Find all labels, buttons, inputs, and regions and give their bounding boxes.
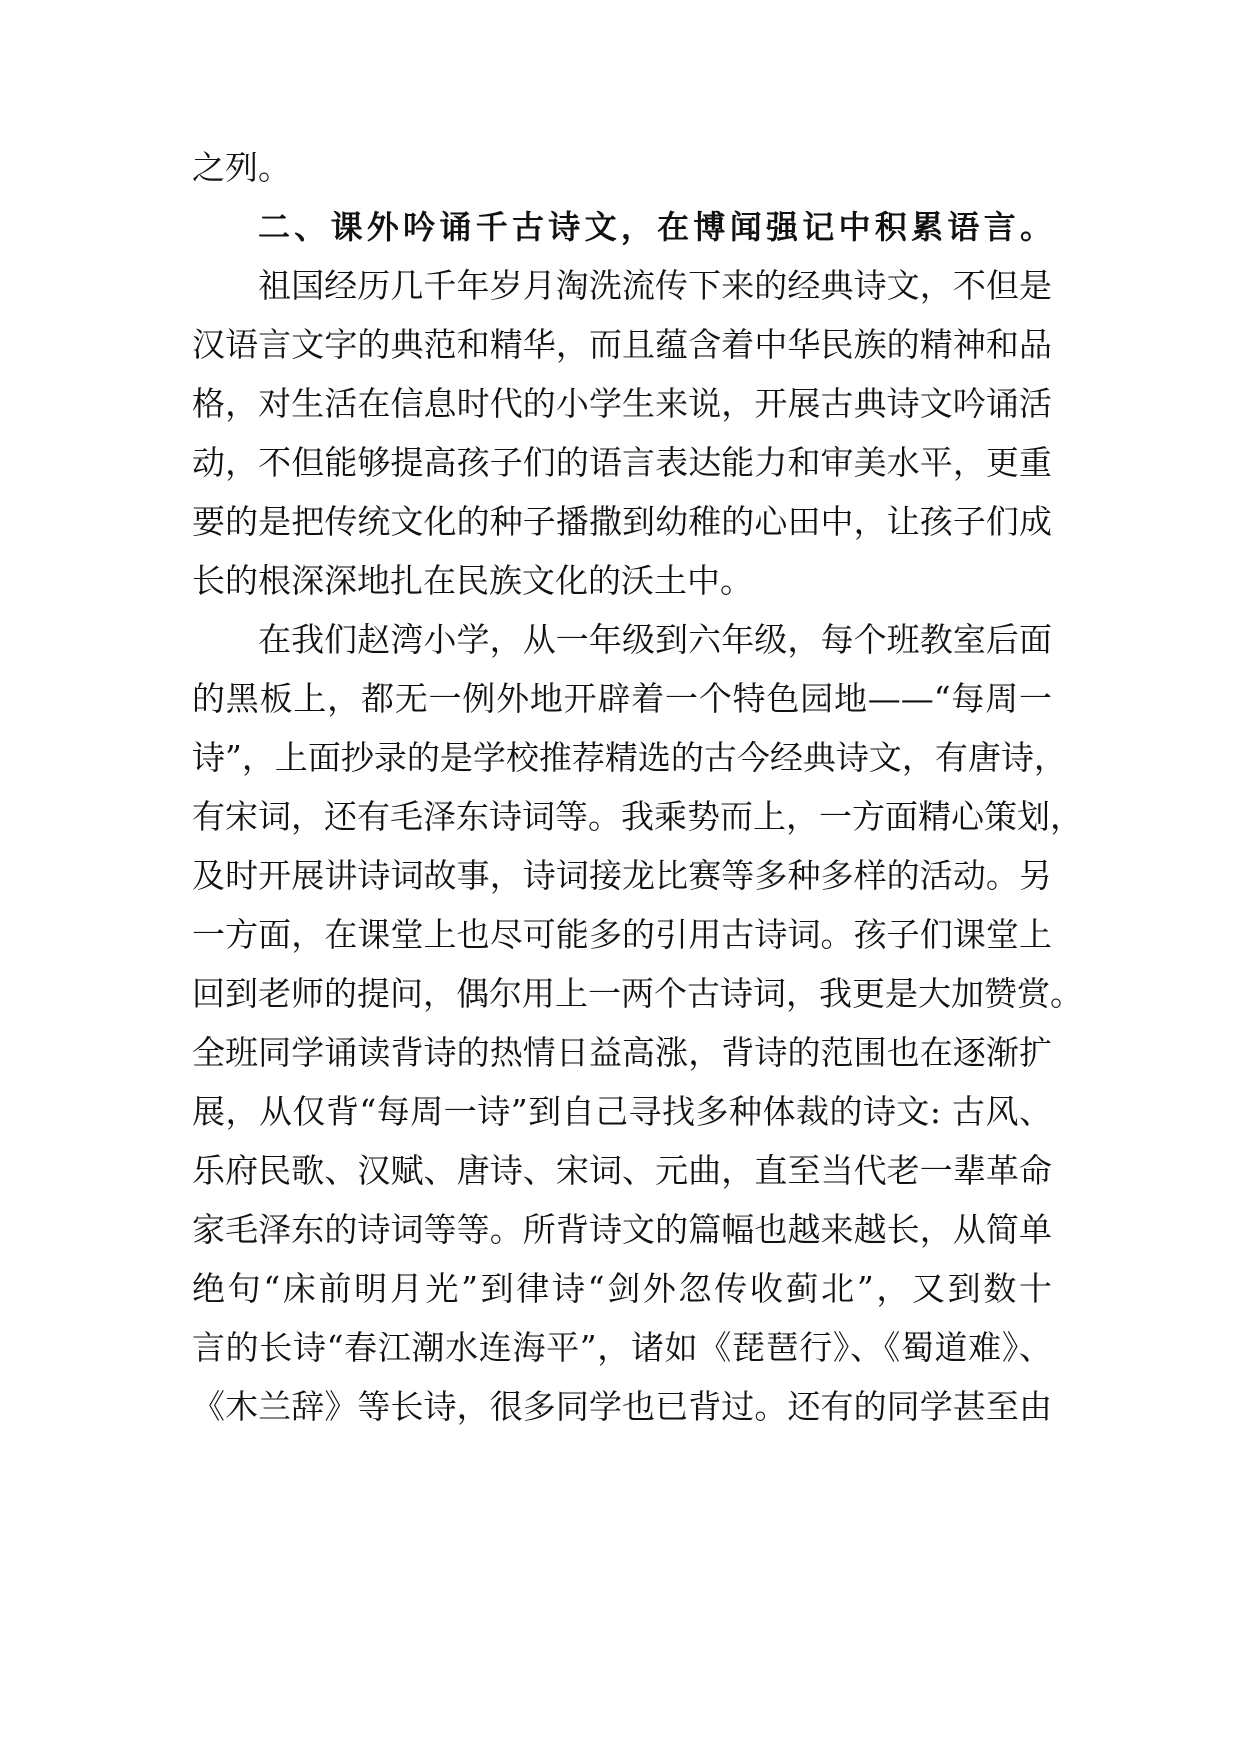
paragraph-1-line-2: 汉语言文字的典范和精华，而且蕴含着中华民族的精神和品 xyxy=(192,325,1052,364)
paragraph-2-line-8: 全班同学诵读背诗的热情日益高涨，背诗的范围也在逐渐扩 xyxy=(192,1033,1052,1072)
paragraph-2-line-1: 在我们赵湾小学，从一年级到六年级，每个班教室后面 xyxy=(258,620,1052,659)
paragraph-1-line-6: 长的根深深地扎在民族文化的沃土中。 xyxy=(192,561,753,600)
paragraph-2-line-6: 一方面，在课堂上也尽可能多的引用古诗词。孩子们课堂上 xyxy=(192,915,1052,954)
paragraph-2-line-12: 绝句“床前明月光”到律诗“剑外忽传收蓟北”，又到数十 xyxy=(192,1269,1052,1308)
paragraph-2-line-9: 展，从仅背“每周一诗”到自己寻找多种体裁的诗文: 古风、 xyxy=(192,1092,1052,1131)
section-heading: 二、课外吟诵千古诗文，在博闻强记中积累语言。 xyxy=(258,208,1052,246)
paragraph-2-line-10: 乐府民歌、汉赋、唐诗、宋词、元曲，直至当代老一辈革命 xyxy=(192,1151,1052,1190)
paragraph-2-line-4: 有宋词，还有毛泽东诗词等。我乘势而上，一方面精心策划， xyxy=(192,797,1083,836)
paragraph-1-line-1: 祖国经历几千年岁月淘洗流传下来的经典诗文，不但是 xyxy=(258,266,1052,305)
paragraph-2-line-7: 回到老师的提问，偶尔用上一两个古诗词，我更是大加赞赏。 xyxy=(192,974,1083,1013)
paragraph-2-line-14: 《木兰辞》等长诗，很多同学也已背过。还有的同学甚至由 xyxy=(192,1387,1052,1426)
paragraph-1-line-5: 要的是把传统文化的种子播撒到幼稚的心田中，让孩子们成 xyxy=(192,502,1052,541)
paragraph-2-line-3: 诗”，上面抄录的是学校推荐精选的古今经典诗文，有唐诗， xyxy=(192,738,1067,777)
paragraph-2-line-13: 言的长诗“春江潮水连海平”，诸如《琵琶行》、《蜀道难》、 xyxy=(192,1328,1052,1367)
paragraph-2-line-11: 家毛泽东的诗词等等。所背诗文的篇幅也越来越长，从简单 xyxy=(192,1210,1052,1249)
paragraph-1-line-3: 格，对生活在信息时代的小学生来说，开展古典诗文吟诵活 xyxy=(192,384,1052,423)
paragraph-2-line-5: 及时开展讲诗词故事，诗词接龙比赛等多种多样的活动。另 xyxy=(192,856,1052,895)
paragraph-2-line-2: 的黑板上，都无一例外地开辟着一个特色园地——“每周一 xyxy=(192,679,1052,718)
text-line-continuation: 之列。 xyxy=(192,148,291,187)
paragraph-1-line-4: 动，不但能够提高孩子们的语言表达能力和审美水平，更重 xyxy=(192,443,1052,482)
